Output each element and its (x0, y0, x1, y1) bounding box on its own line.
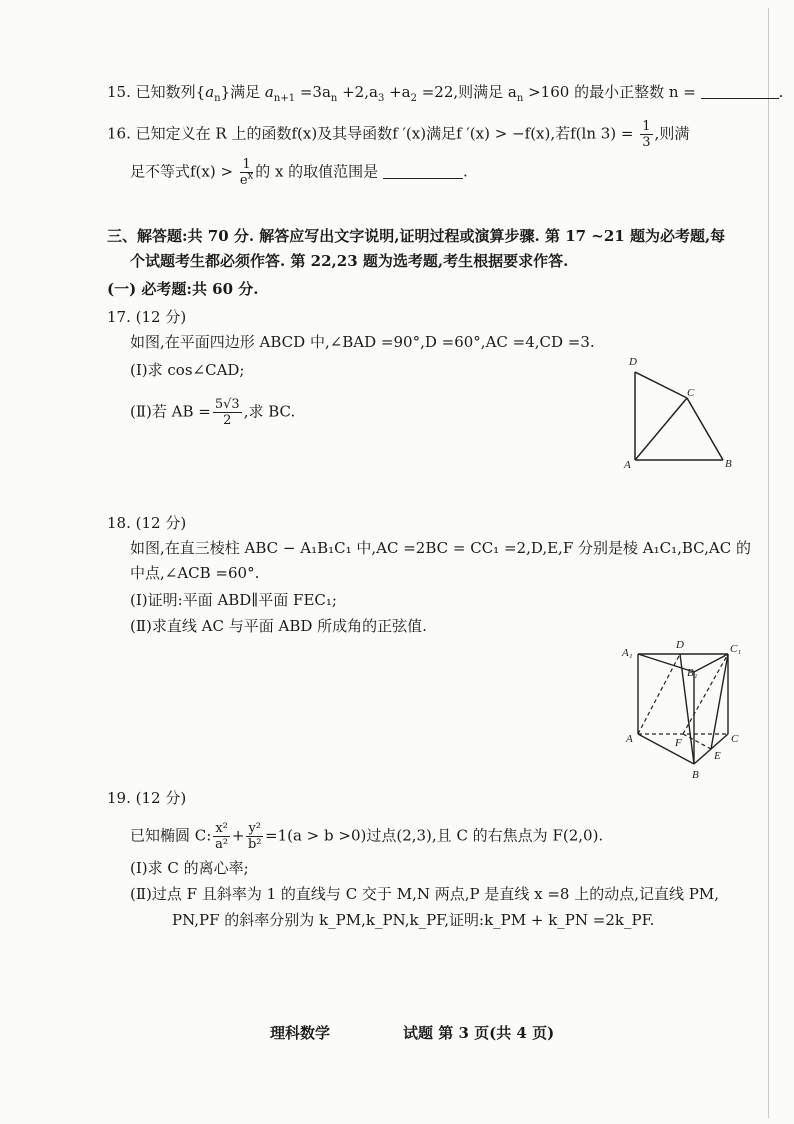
section-3-heading: 三、解答题:共 70 分. 解答应写出文字说明,证明过程或演算步骤. 第 17 ~21 题为必考题,每 (107, 227, 726, 245)
label-A1: A₁ (622, 647, 633, 659)
label-B1: B₁ (687, 667, 698, 679)
answer-blank-15 (701, 84, 779, 99)
page-edge-shadow (768, 8, 769, 1118)
footer-page-number: 试题 第 3 页(共 4 页) (403, 1024, 555, 1042)
q19-part-1: (Ⅰ)求 C 的离心率; (130, 859, 249, 877)
label-A: A (626, 733, 633, 745)
label-C: C (731, 733, 739, 745)
fraction-x2-a2: $\frac{\text{x²}}{\text{a²}}$ (215, 821, 229, 852)
q17-part-1: (Ⅰ)求 cos∠CAD; (130, 361, 245, 379)
figure-quadrilateral-abcd (615, 350, 745, 475)
label-E: E (714, 750, 721, 762)
q18-stem-2: 中点,∠ACB =60°. (130, 564, 260, 582)
label-C: C (687, 387, 695, 399)
q18-part-1: (Ⅰ)证明:平面 ABD∥平面 FEC₁; (130, 591, 337, 609)
question-16-line-1: 16. 已知定义在 R 上的函数f(x)及其导函数f ′(x)满足f ′(x) > −f(x),若f(ln 3) = $\frac{1}{3}$ ,则满 (107, 119, 690, 150)
question-16-line-2: 足不等式f(x) > $\frac{1}{e^x}$ 的 x 的取值范围是 . (130, 157, 468, 188)
label-D: D (629, 356, 637, 368)
q19-part-2-line-1: (Ⅱ)过点 F 且斜率为 1 的直线与 C 交于 M,N 两点,P 是直线 x =8 上的动点,记直线 PM, (130, 885, 719, 903)
q19-part-2-line-2: PN,PF 的斜率分别为 k_PM,k_PN,k_PF,证明:k_PM + k_PN =2k_PF. (172, 911, 655, 929)
q18-heading: 18. (12 分) (107, 514, 187, 532)
footer-subject: 理科数学 (270, 1024, 331, 1042)
label-C1: C₁ (730, 643, 742, 655)
q17-part-2: (Ⅱ)若 AB = $\frac{5√3}{2}$ ,求 BC. (130, 397, 296, 428)
label-F: F (675, 737, 682, 749)
q17-stem: 如图,在平面四边形 ABCD 中,∠BAD =90°,D =60°,AC =4,CD =3. (130, 333, 595, 351)
figure-triangular-prism (618, 636, 748, 782)
label-B: B (725, 458, 732, 470)
q19-stem: 已知椭圆 C: $\frac{\text{x²}}{\text{a²}}$ + $\frac{\text{y²}}{\text{b²}}$ =1(a > b >0)过点(2,3),且 C 的右焦点为 F(2,0). (130, 821, 604, 852)
fraction-one-third: $\frac{1}{3}$ (642, 119, 651, 150)
question-15: 15. 已知数列$\{a_n\}$满足 $a_{n+1} =3a_n +2,a_3 +a_2 =22$,则满足 $a_n >160$ 的最小正整数 n = . (107, 83, 784, 104)
fraction-y2-b2: $\frac{\text{y²}}{\text{b²}}$ (247, 821, 262, 852)
fraction-one-over-ex: $\frac{1}{e^x}$ (239, 157, 254, 188)
q17-heading: 17. (12 分) (107, 308, 187, 326)
label-D: D (676, 639, 684, 651)
label-A: A (624, 459, 631, 471)
section-required-heading: (一) 必考题:共 60 分. (107, 280, 259, 298)
q16-number: 16. (107, 124, 131, 143)
answer-blank-16 (383, 164, 463, 179)
q19-heading: 19. (12 分) (107, 789, 187, 807)
fraction-5-root3-over-2: $\frac{5√3}{2}$ (214, 397, 240, 428)
q18-part-2: (Ⅱ)求直线 AC 与平面 ABD 所成角的正弦值. (130, 617, 427, 635)
label-B: B (692, 769, 699, 781)
section-3-instructions: 个试题考生都必须作答. 第 22,23 题为选考题,考生根据要求作答. (130, 252, 569, 270)
q18-stem-1: 如图,在直三棱柱 ABC − A₁B₁C₁ 中,AC =2BC = CC₁ =2,D,E,F 分别是棱 A₁C₁,BC,AC 的 (130, 539, 751, 557)
q15-number: 15. (107, 83, 131, 101)
